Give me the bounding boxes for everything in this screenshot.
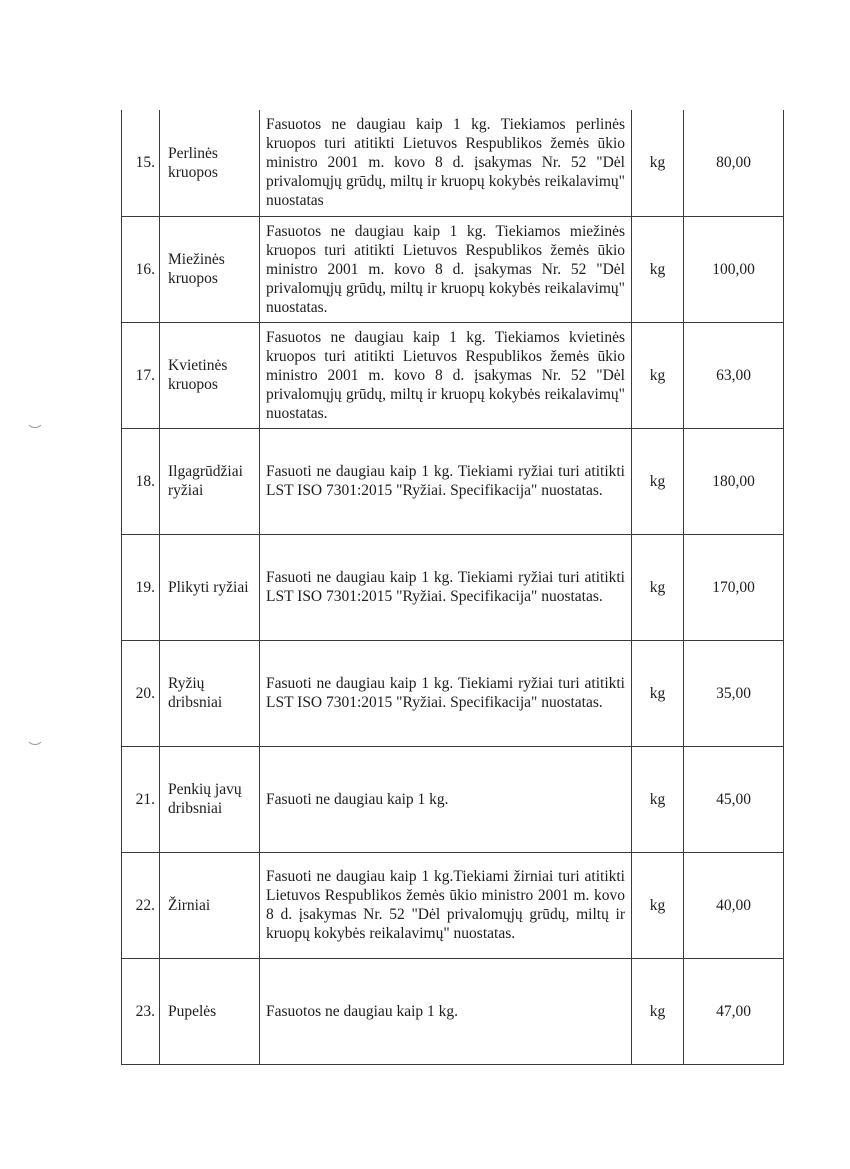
product-description: Fasuotos ne daugiau kaip 1 kg. Tiekiamos perlinės kruopos turi atitikti Lietuvos Respublikos žemės ūkio ministro 2001 m. kovo 8 d. įsakymas Nr. 52 "Dėl privalomųjų grūdų, miltų ir kruopų kokybės reikalavimų" nuostatas [260,110,632,216]
product-name: Miežinės kruopos [160,216,260,322]
unit-of-measure: kg [632,746,684,852]
table-row [122,428,784,534]
table-row [122,958,784,1064]
row-number: 15. [122,110,160,216]
product-description: Fasuotos ne daugiau kaip 1 kg. Tiekiamos kvietinės kruopos turi atitikti Lietuvos Respublikos žemės ūkio ministro 2001 m. kovo 8 d. įsakymas Nr. 52 "Dėl privalomųjų grūdų, miltų ir kruopų kokybės reikalavimų" nuostatas. [260,322,632,428]
product-name: Perlinės kruopos [160,110,260,216]
quantity-value: 45,00 [684,746,784,852]
product-description: Fasuotos ne daugiau kaip 1 kg. Tiekiamos miežinės kruopos turi atitikti Lietuvos Respublikos žemės ūkio ministro 2001 m. kovo 8 d. įsakymas Nr. 52 "Dėl privalomųjų grūdų, miltų ir kruopų kokybės reikalavimų" nuostatas. [260,216,632,322]
product-name: Žirniai [160,852,260,958]
product-name: Ryžių dribsniai [160,640,260,746]
product-description: Fasuoti ne daugiau kaip 1 kg. Tiekiami ryžiai turi atitikti LST ISO 7301:2015 "Ryžiai. Specifikacija" nuostatas. [260,428,632,534]
row-number: 20. [122,640,160,746]
table-row [122,640,784,746]
product-description: Fasuoti ne daugiau kaip 1 kg. [260,746,632,852]
unit-of-measure: kg [632,428,684,534]
product-name: Plikyti ryžiai [160,534,260,640]
table-row [122,322,784,428]
unit-of-measure: kg [632,640,684,746]
row-number: 21. [122,746,160,852]
product-description: Fasuoti ne daugiau kaip 1 kg. Tiekiami ryžiai turi atitikti LST ISO 7301:2015 "Ryžiai. Specifikacija" nuostatas. [260,534,632,640]
product-description: Fasuotos ne daugiau kaip 1 kg. [260,958,632,1064]
product-name: Pupelės [160,958,260,1064]
unit-of-measure: kg [632,216,684,322]
unit-of-measure: kg [632,110,684,216]
quantity-value: 170,00 [684,534,784,640]
unit-of-measure: kg [632,958,684,1064]
row-number: 17. [122,322,160,428]
quantity-value: 35,00 [684,640,784,746]
table-row [122,746,784,852]
quantity-value: 63,00 [684,322,784,428]
quantity-value: 180,00 [684,428,784,534]
row-number: 18. [122,428,160,534]
unit-of-measure: kg [632,852,684,958]
product-name: Ilgagrūdžiai ryžiai [160,428,260,534]
quantity-value: 80,00 [684,110,784,216]
binder-hole-mark [26,733,44,745]
row-number: 16. [122,216,160,322]
unit-of-measure: kg [632,322,684,428]
unit-of-measure: kg [632,534,684,640]
table-row [122,110,784,216]
quantity-value: 40,00 [684,852,784,958]
product-description: Fasuoti ne daugiau kaip 1 kg. Tiekiami ryžiai turi atitikti LST ISO 7301:2015 "Ryžiai. Specifikacija" nuostatas. [260,640,632,746]
table-row [122,852,784,958]
table-row [122,216,784,322]
binder-hole-mark [26,416,44,428]
product-table [121,110,784,1065]
quantity-value: 100,00 [684,216,784,322]
table-row [122,534,784,640]
row-number: 19. [122,534,160,640]
product-name: Kvietinės kruopos [160,322,260,428]
product-name: Penkių javų dribsniai [160,746,260,852]
row-number: 22. [122,852,160,958]
row-number: 23. [122,958,160,1064]
product-description: Fasuoti ne daugiau kaip 1 kg.Tiekiami žirniai turi atitikti Lietuvos Respublikos žemės ūkio ministro 2001 m. kovo 8 d. įsakymas Nr. 52 "Dėl privalomųjų grūdų, miltų ir kruopų kokybės reikalavimų" nuostatas. [260,852,632,958]
quantity-value: 47,00 [684,958,784,1064]
